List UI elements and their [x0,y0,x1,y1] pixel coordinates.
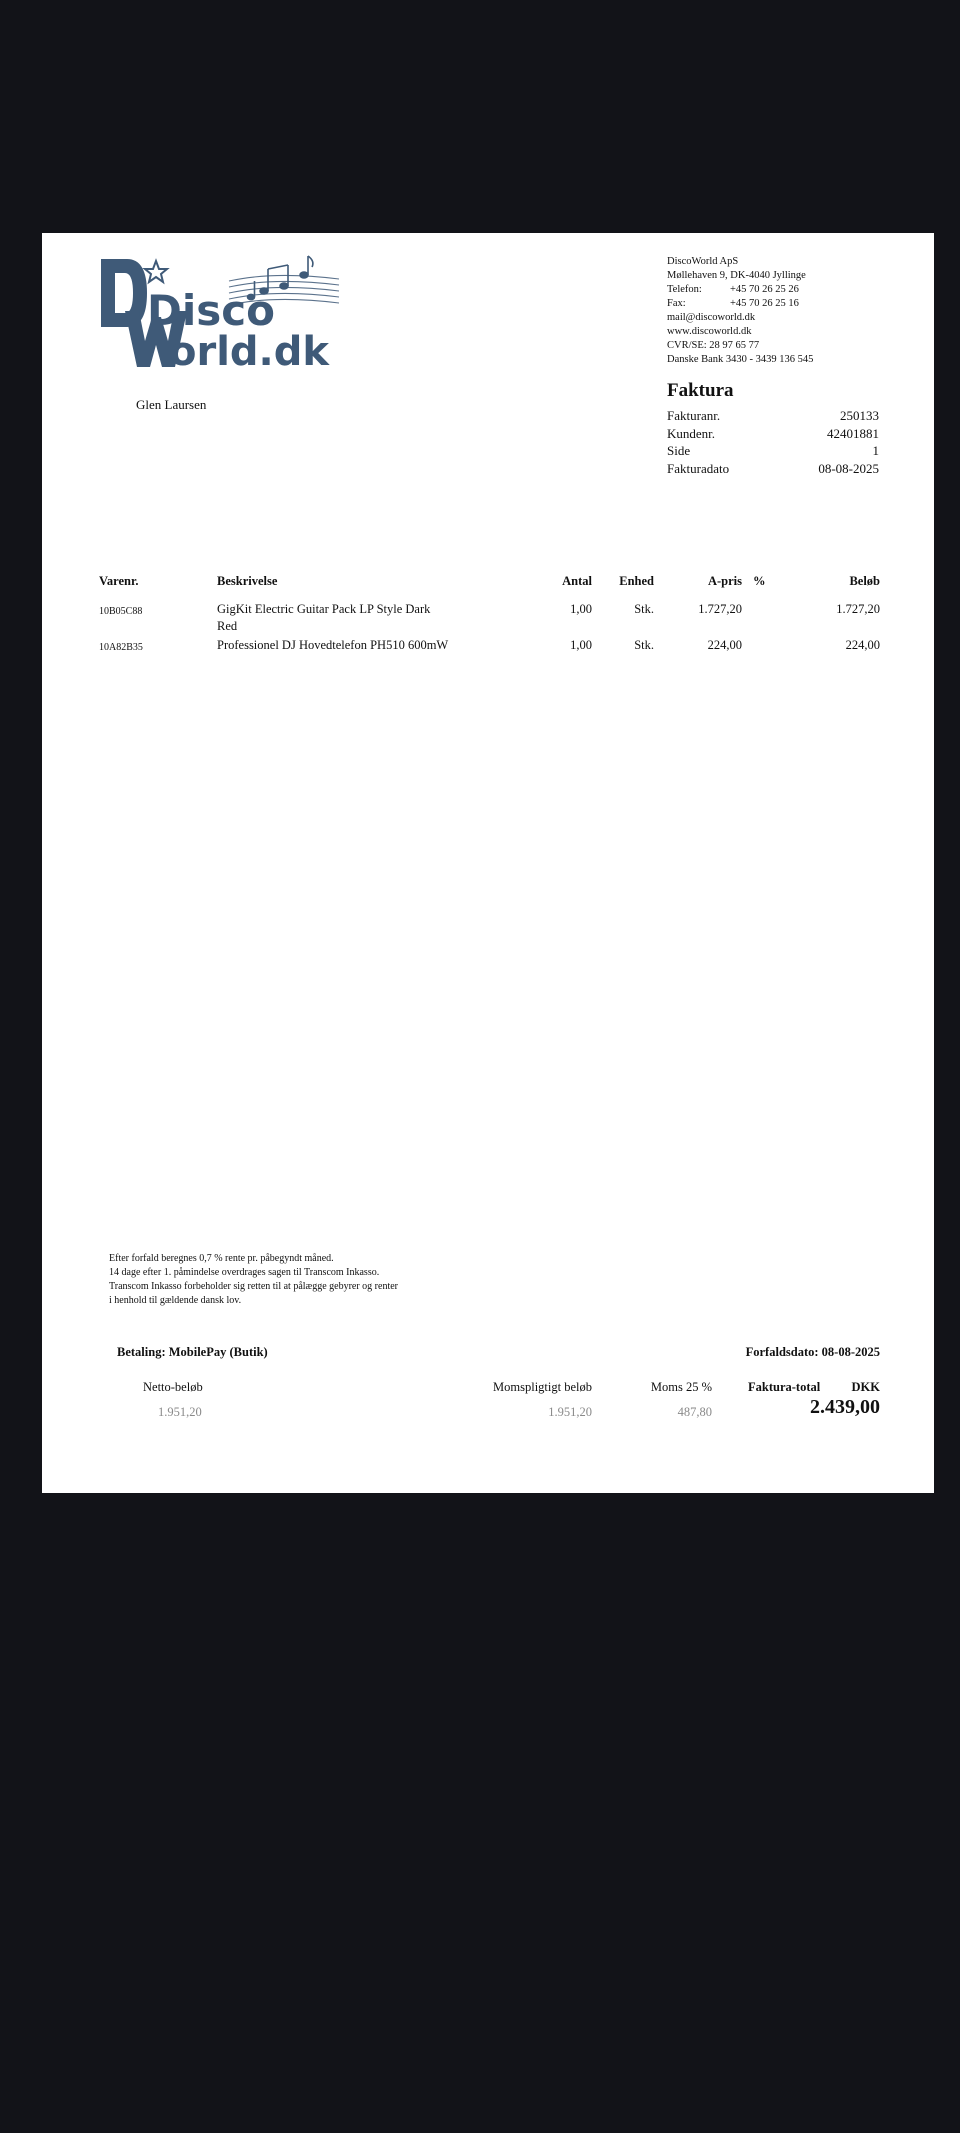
payment-terms-notes [109,1252,398,1308]
meta-row-fakturanr [667,407,879,425]
header-varenr: Varenr. [99,574,139,588]
company-info [667,255,813,367]
momspligtigt-label: Momspligtigt beløb [493,1380,592,1394]
row2-antal: 1,00 [570,638,592,652]
netto-label: Netto-beløb [143,1380,203,1394]
company-address: Møllehaven 9, DK-4040 Jyllinge [667,270,806,281]
header-percent: % [753,574,766,588]
netto-value: 1.951,20 [158,1405,202,1419]
meta-value: 08-08-2025 [818,460,879,476]
invoice-total-value: 2.439,00 [810,1396,880,1418]
row2-varenr: 10A82B35 [99,642,143,653]
company-fax-row [667,297,813,311]
phone-label: Telefon: [667,284,702,295]
logo-word-disco: Disco [147,286,276,335]
note-line: Efter forfald beregnes 0,7 % rente pr. påbegyndt måned. [109,1253,334,1264]
logo-word-world: orld.dk [169,329,329,373]
momspligtigt-value: 1.951,20 [548,1405,592,1419]
invoice-title: Faktura [667,380,734,401]
phone-value: +45 70 26 25 26 [730,284,799,295]
discoworld-logo [99,253,349,373]
row1-apris: 1.727,20 [698,602,742,616]
total-label: Faktura-total [748,1380,821,1394]
row2-belob: 224,00 [845,638,880,652]
meta-label: Kundenr. [667,425,716,441]
meta-label: Fakturanr. [667,408,721,423]
meta-value: 1 [872,443,879,458]
company-email: mail@discoworld.dk [667,312,756,323]
company-cvr: CVR/SE: 28 97 65 77 [667,340,760,351]
meta-row-kundenr [667,425,879,443]
row1-belob: 1.727,20 [836,602,880,616]
currency-label: DKK [851,1380,880,1394]
meta-row-fakturadato [667,460,879,478]
row1-antal: 1,00 [570,602,592,616]
header-apris: A-pris [707,574,742,588]
meta-label: Side [667,443,691,458]
meta-value: 42401881 [827,425,879,441]
moms-label: Moms 25 % [650,1380,712,1394]
note-line: 14 dage efter 1. påmindelse overdrages sagen til Transcom Inkasso. [109,1267,380,1278]
header-antal: Antal [562,574,592,588]
row1-varenr: 10B05C88 [99,606,143,617]
due-date: Forfaldsdato: 08-08-2025 [745,1345,880,1359]
company-bank: Danske Bank 3430 - 3439 136 545 [667,354,814,365]
row2-description: Professionel DJ Hovedtelefon PH510 600mW [217,638,449,652]
meta-value: 250133 [840,408,879,423]
invoice-meta [667,407,879,477]
note-line: Transcom Inkasso forbeholder sig retten til at pålægge gebyrer og renter [109,1281,398,1292]
row1-description-line2: Red [217,619,238,633]
header-enhed: Enhed [619,574,654,588]
row1-enhed: Stk. [634,602,654,616]
moms-value: 487,80 [677,1405,712,1419]
fax-label: Fax: [667,298,686,309]
row2-enhed: Stk. [634,638,654,652]
row1-description-line1: GigKit Electric Guitar Pack LP Style Dark [217,602,431,616]
row2-apris: 224,00 [707,638,742,652]
note-line: i henhold til gældende dansk lov. [109,1295,242,1306]
header-beskrivelse: Beskrivelse [217,574,278,588]
fax-value: +45 70 26 25 16 [730,298,799,309]
company-web: www.discoworld.dk [667,326,752,337]
invoice-page [42,233,934,1493]
customer-name: Glen Laursen [136,397,207,412]
header-belob: Beløb [849,574,880,588]
meta-label: Fakturadato [667,460,730,476]
company-phone-row [667,283,813,297]
payment-method: Betaling: MobilePay (Butik) [117,1345,268,1359]
meta-row-side [667,442,879,460]
company-name: DiscoWorld ApS [667,256,739,267]
